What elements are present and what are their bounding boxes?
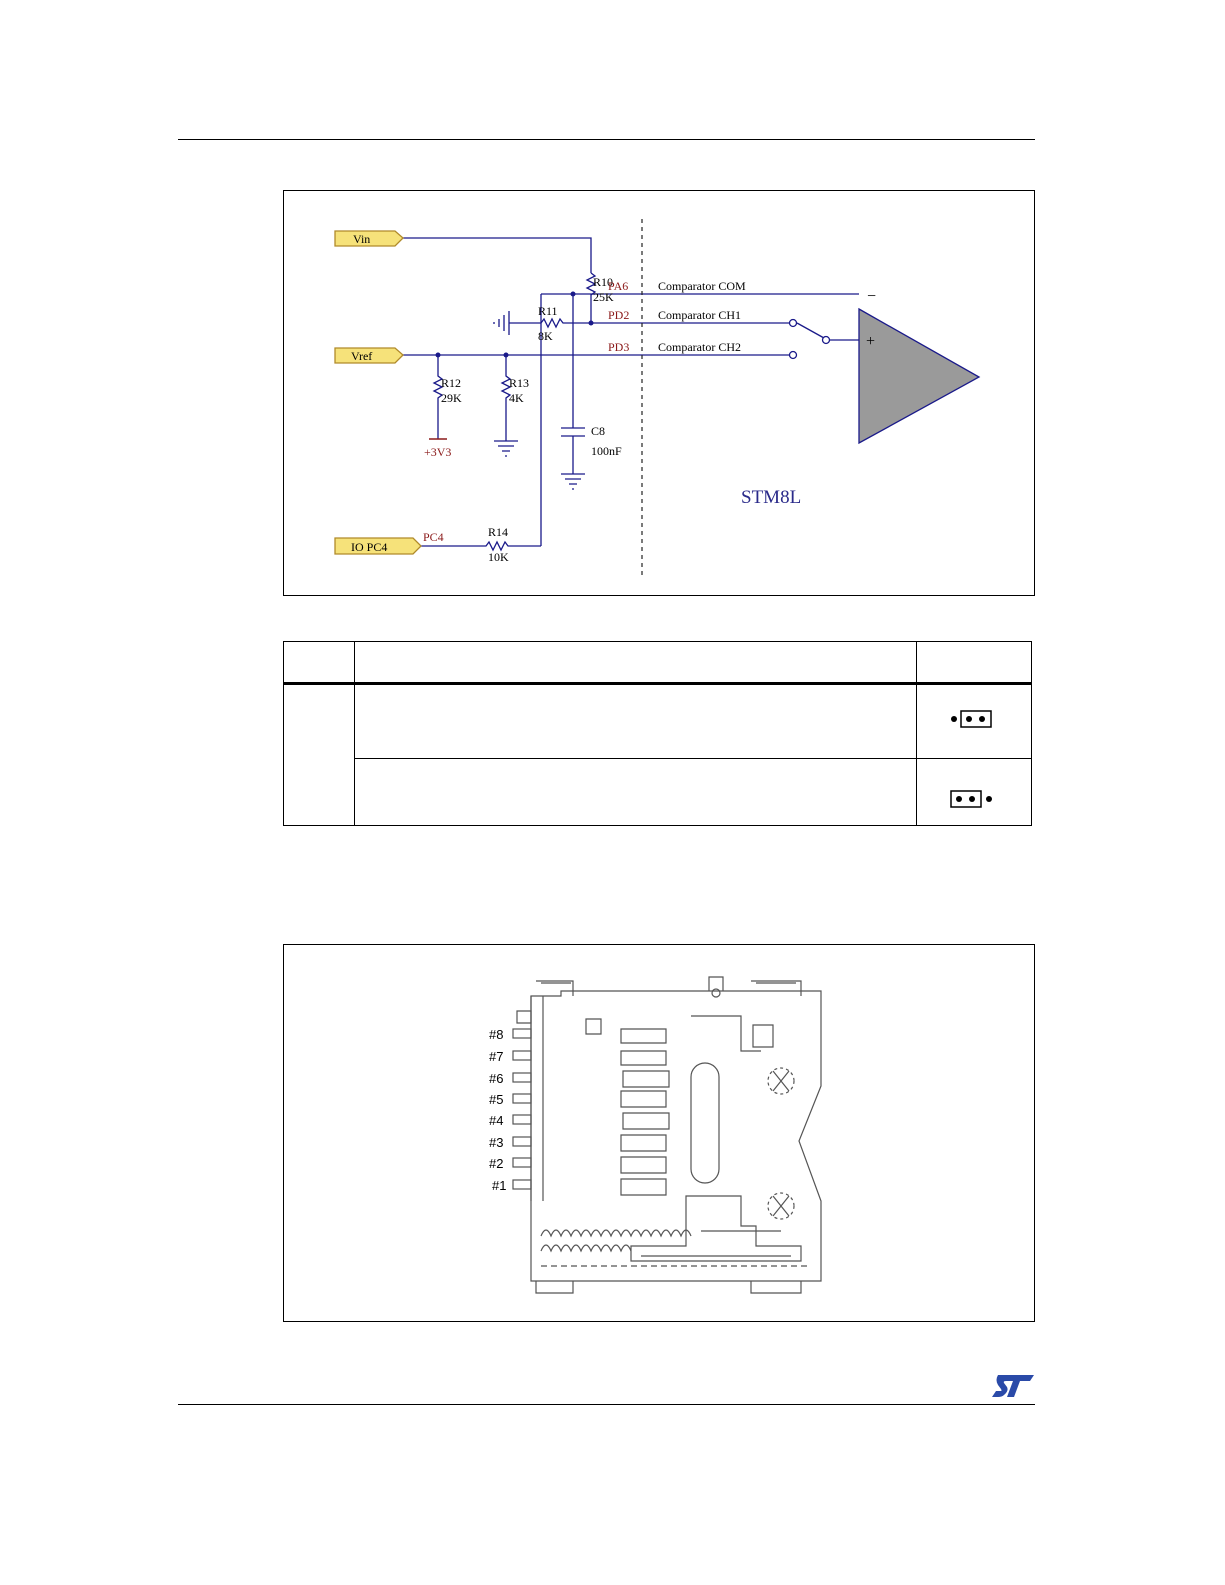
r13-value: 4K xyxy=(509,391,524,405)
slot-pin-label: #8 xyxy=(489,1027,504,1042)
table-header-cell xyxy=(355,642,917,684)
jumper-icon-2-3 xyxy=(949,708,999,730)
slot-pin-label: #5 xyxy=(489,1092,504,1107)
r10-ref: R10 xyxy=(593,275,614,289)
slot-pin-label: #7 xyxy=(489,1049,504,1064)
jumper-icon-1-2 xyxy=(949,788,999,810)
header-rule xyxy=(178,139,1035,140)
slot-spring xyxy=(541,1245,631,1251)
net-label-io-pc4 xyxy=(335,538,421,554)
r11-value: 8K xyxy=(538,329,553,343)
table-header-cell xyxy=(284,642,355,684)
slot-eject-mechanism xyxy=(631,1196,801,1261)
slot-pin-label: #1 xyxy=(492,1178,507,1193)
switch-contact-ch1 xyxy=(790,320,797,327)
slot-left-rail xyxy=(531,996,543,1201)
card-slot-drawing xyxy=(284,945,1034,1321)
slot-contacts xyxy=(621,1029,669,1195)
capacitor-c8 xyxy=(561,294,585,474)
junction-dot xyxy=(436,353,441,358)
resistor-r11 xyxy=(509,319,591,327)
slot-pin-label: #3 xyxy=(489,1135,504,1150)
slot-corner-mark xyxy=(586,1019,601,1034)
st-logo xyxy=(990,1373,1036,1399)
junction-dot xyxy=(504,353,509,358)
slot-switch xyxy=(691,1016,773,1051)
c8-value: 100nF xyxy=(591,444,622,458)
jumper-table xyxy=(283,641,1032,826)
table-header-cell xyxy=(917,642,1032,684)
r12-ref: R12 xyxy=(441,376,462,390)
slot-mount-x xyxy=(773,1196,789,1216)
signal-ch1: Comparator CH1 xyxy=(658,308,741,322)
signal-ch2: Comparator CH2 xyxy=(658,340,741,354)
jumper-setting-2 xyxy=(917,758,1032,825)
slot-left-tab xyxy=(517,1011,531,1023)
switch-pivot xyxy=(823,337,830,344)
r11-ref: R11 xyxy=(538,304,558,318)
comparator-symbol xyxy=(859,309,979,443)
supply-label: +3V3 xyxy=(424,445,452,459)
slot-top-tabs xyxy=(536,981,801,996)
svg-text:Vin: Vin xyxy=(353,232,371,246)
r13-ref: R13 xyxy=(509,376,530,390)
signal-com: Comparator COM xyxy=(658,279,746,293)
table-cell xyxy=(284,684,355,826)
card-slot-figure xyxy=(283,944,1035,1322)
c8-ref: C8 xyxy=(591,424,606,438)
comparator-plus: + xyxy=(866,333,876,350)
slot-pin-label: #6 xyxy=(489,1071,504,1086)
slot-bottom-tabs xyxy=(536,1281,801,1293)
net-label-vin xyxy=(335,231,403,246)
switch-arm xyxy=(797,323,824,338)
jumper-setting-1 xyxy=(917,684,1032,759)
table-cell xyxy=(355,758,917,825)
table-cell xyxy=(355,684,917,759)
slot-pin-label: #2 xyxy=(489,1156,504,1171)
slot-body xyxy=(531,991,821,1281)
svg-text:IO PC4: IO PC4 xyxy=(351,540,388,554)
svg-text:Vref: Vref xyxy=(351,349,373,363)
pin-pa6: PA6 xyxy=(608,279,629,293)
r14-value: 10K xyxy=(488,550,509,564)
junction-dot xyxy=(571,292,576,297)
wire-pa6 xyxy=(541,294,859,546)
slot-pin-label: #4 xyxy=(489,1113,504,1128)
comparator-minus: − xyxy=(867,288,877,305)
schematic-svg xyxy=(284,191,1034,595)
r14-ref: R14 xyxy=(488,525,509,539)
schematic-figure xyxy=(283,190,1035,596)
switch-contact-ch2 xyxy=(790,352,797,359)
pin-pd2: PD2 xyxy=(608,308,630,322)
mcu-label: STM8L xyxy=(741,487,802,508)
slot-pin-stubs xyxy=(513,1029,531,1189)
r10-value: 25K xyxy=(593,290,614,304)
net-label-vref xyxy=(335,348,403,363)
ground-r13 xyxy=(494,441,518,456)
footer-rule xyxy=(178,1404,1035,1405)
junction-dot xyxy=(589,321,594,326)
pin-pd3: PD3 xyxy=(608,340,630,354)
slot-hole xyxy=(712,989,720,997)
slot-mount-x xyxy=(773,1071,789,1091)
wire-vin xyxy=(403,238,591,273)
slot-guide xyxy=(691,1063,719,1183)
r12-value: 29K xyxy=(441,391,462,405)
ground-c8 xyxy=(561,474,585,489)
ground-r11 xyxy=(494,311,509,335)
slot-spring xyxy=(541,1230,691,1236)
pin-pc4: PC4 xyxy=(423,530,444,544)
